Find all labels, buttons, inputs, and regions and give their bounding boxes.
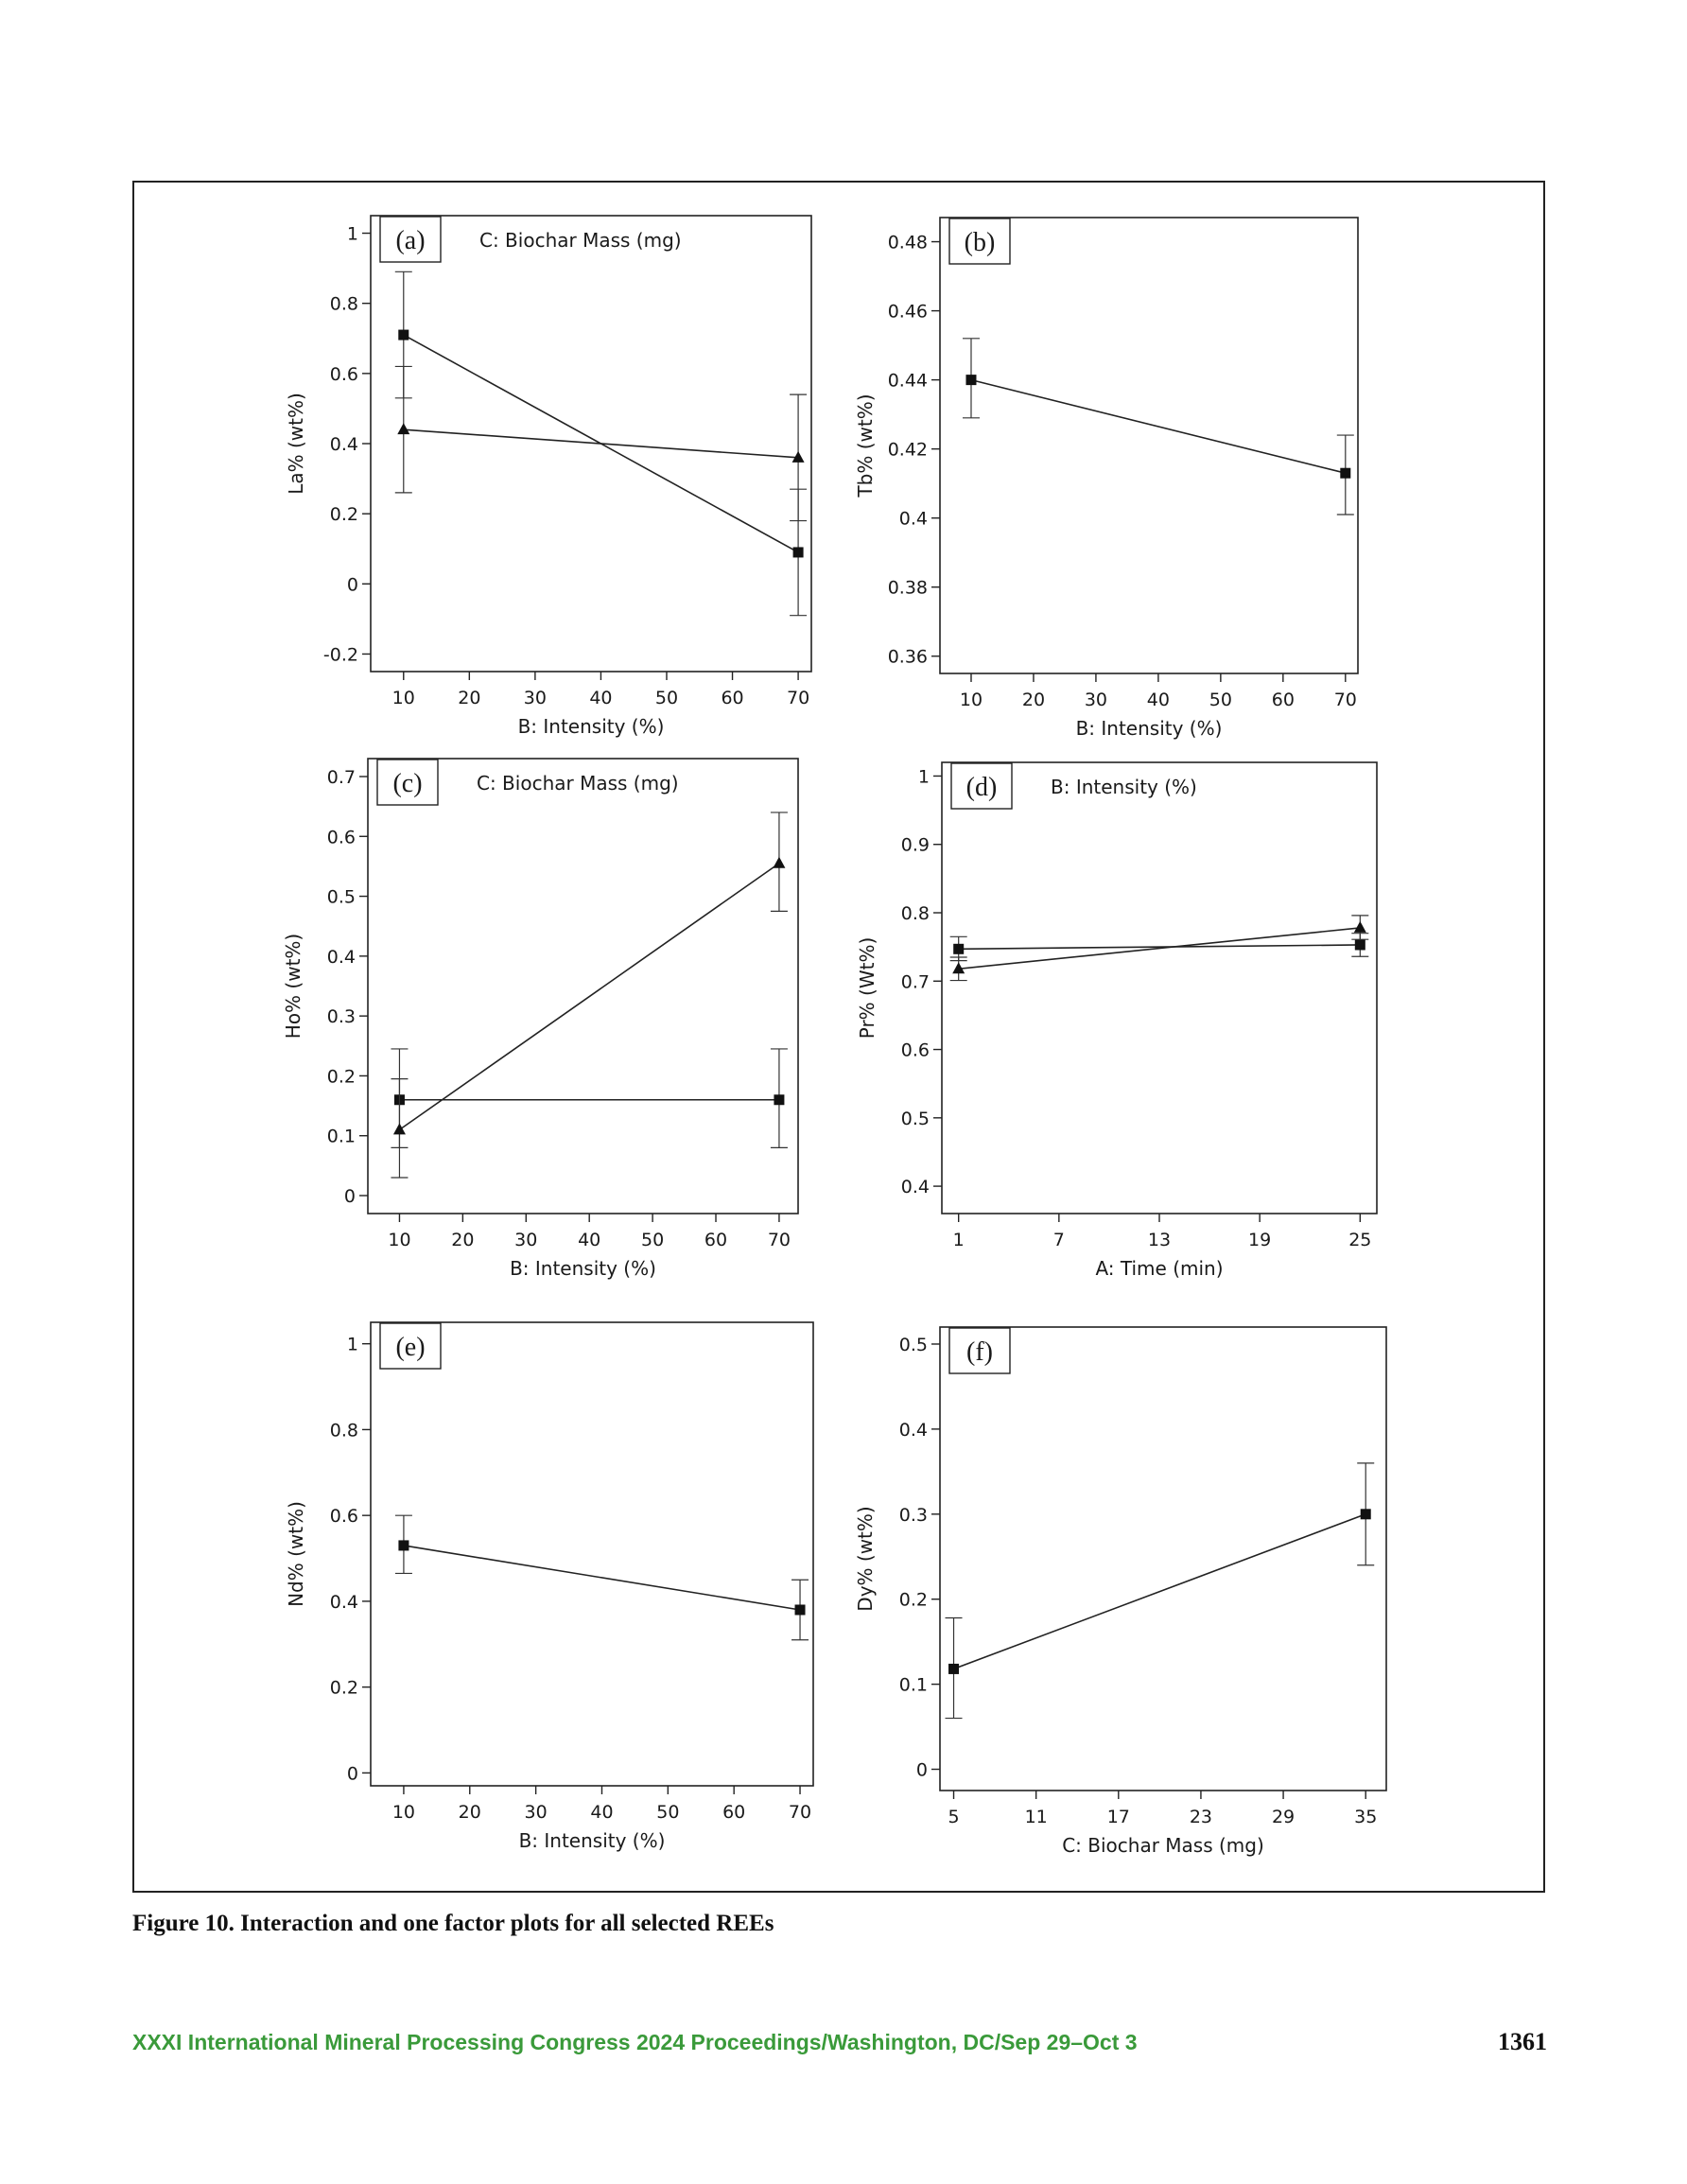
series-square: [391, 1049, 787, 1147]
legend-title: C: Biochar Mass (mg): [479, 229, 682, 252]
y-tick-label: 0.1: [898, 1674, 928, 1696]
x-tick-label: 7: [1052, 1230, 1065, 1250]
y-tick-label: 0.6: [329, 363, 358, 385]
y-tick-label: 0.4: [900, 1177, 930, 1198]
series-line: [404, 429, 798, 458]
x-tick-label: 20: [458, 688, 481, 708]
plot-area-frame: [940, 218, 1358, 673]
y-tick-label: 0.4: [898, 1419, 928, 1441]
y-tick-label: 0: [346, 574, 358, 596]
data-point-triangle: [393, 1123, 406, 1134]
y-tick-label: 0.46: [887, 301, 928, 323]
y-tick-label: 0.7: [326, 766, 356, 788]
y-tick-label: 0.5: [900, 1108, 930, 1129]
panel-label: (d): [965, 773, 998, 802]
x-tick-label: 50: [656, 1802, 680, 1823]
x-axis-label: C: Biochar Mass (mg): [1062, 1834, 1264, 1857]
y-tick-label: 1: [917, 766, 930, 788]
x-tick-label: 19: [1248, 1230, 1272, 1250]
x-tick-label: 50: [1209, 690, 1232, 710]
panel-label: (c): [392, 769, 423, 798]
series-square: [963, 339, 1354, 515]
x-axis-label: A: Time (min): [1095, 1257, 1224, 1280]
x-tick-label: 25: [1348, 1230, 1372, 1250]
x-tick-label: 70: [767, 1230, 791, 1250]
series-square: [395, 1515, 809, 1640]
series-line: [971, 380, 1346, 474]
x-tick-label: 35: [1354, 1807, 1378, 1827]
series-triangle: [391, 812, 787, 1178]
panel-label: (a): [395, 226, 426, 255]
plot-area-frame: [940, 1327, 1386, 1791]
y-tick-label: 0.8: [900, 903, 930, 924]
y-tick-label: 1: [346, 1334, 358, 1355]
y-tick-label: 0.36: [887, 646, 928, 668]
legend-title: C: Biochar Mass (mg): [477, 772, 679, 795]
figure-caption: Figure 10. Interaction and one factor plots for all selected REEs: [132, 1911, 774, 1936]
y-tick-label: 0.1: [326, 1126, 356, 1147]
chart-panel-5: [285, 1322, 813, 1852]
plot-area-frame: [368, 759, 798, 1214]
x-tick-label: 23: [1189, 1807, 1213, 1827]
chart-panel-3: [282, 759, 798, 1280]
data-point-triangle: [1354, 921, 1366, 933]
x-tick-label: 29: [1271, 1807, 1296, 1827]
x-tick-label: 20: [458, 1802, 481, 1823]
x-tick-label: 70: [786, 688, 810, 708]
page-number: 1361: [1498, 2028, 1547, 2055]
x-tick-label: 30: [524, 1802, 548, 1823]
data-point-square: [398, 330, 409, 341]
x-tick-label: 10: [388, 1230, 411, 1250]
y-tick-label: 0.8: [329, 1420, 358, 1441]
y-tick-label: -0.2: [322, 644, 358, 666]
x-tick-label: 60: [1271, 690, 1295, 710]
y-axis-label: Nd% (wt%): [285, 1501, 307, 1607]
y-axis-label: Pr% (Wt%): [856, 936, 878, 1040]
x-tick-label: 60: [704, 1230, 728, 1250]
data-point-triangle: [397, 423, 409, 434]
legend-title: B: Intensity (%): [1051, 776, 1197, 798]
y-tick-label: 0.4: [329, 1591, 358, 1613]
x-tick-label: 60: [721, 688, 744, 708]
y-tick-label: 0: [346, 1763, 358, 1785]
y-tick-label: 0: [915, 1759, 928, 1781]
data-point-square: [398, 1540, 409, 1550]
data-point-square: [1361, 1509, 1371, 1519]
y-tick-label: 0.7: [900, 971, 930, 993]
proceedings-footer: XXXI International Mineral Processing Congress 2024 Proceedings/Washington, DC/Sep 29–Oct 3: [132, 2030, 1138, 2054]
y-axis-label: Tb% (wt%): [854, 393, 877, 498]
series-triangle: [395, 366, 807, 520]
data-point-square: [774, 1094, 784, 1105]
y-tick-label: 1: [346, 223, 358, 245]
x-tick-label: 10: [391, 1802, 416, 1823]
x-tick-label: 20: [451, 1230, 475, 1250]
chart-panel-2: [854, 218, 1358, 740]
series-line: [399, 864, 778, 1130]
data-point-square: [965, 375, 976, 385]
data-point-square: [1355, 939, 1365, 950]
x-tick-label: 60: [722, 1802, 746, 1823]
y-tick-label: 0.4: [329, 434, 358, 455]
x-tick-label: 50: [654, 688, 679, 708]
x-tick-label: 10: [959, 690, 983, 710]
x-tick-label: 30: [1084, 690, 1108, 710]
y-tick-label: 0.3: [326, 1006, 356, 1028]
x-axis-label: B: Intensity (%): [517, 715, 665, 738]
y-tick-label: 0.3: [898, 1504, 928, 1526]
x-tick-label: 50: [641, 1230, 665, 1250]
x-tick-label: 30: [514, 1230, 538, 1250]
series-square: [950, 934, 1369, 961]
x-tick-label: 17: [1106, 1807, 1130, 1827]
y-axis-label: Dy% (wt%): [854, 1506, 877, 1612]
panel-label: (f): [966, 1337, 993, 1367]
y-tick-label: 0.4: [898, 508, 928, 530]
data-point-square: [953, 944, 964, 954]
y-tick-label: 0.6: [329, 1506, 358, 1528]
y-tick-label: 0.2: [326, 1066, 356, 1088]
x-axis-label: B: Intensity (%): [510, 1257, 656, 1280]
x-tick-label: 11: [1024, 1807, 1048, 1827]
data-point-square: [948, 1664, 959, 1674]
y-tick-label: 0.44: [887, 370, 928, 392]
y-tick-label: 0.38: [887, 577, 928, 599]
plot-area-frame: [942, 762, 1377, 1214]
y-tick-label: 0.6: [326, 827, 356, 848]
y-tick-label: 0.6: [900, 1040, 930, 1061]
y-tick-label: 0.4: [326, 946, 356, 968]
x-tick-label: 30: [523, 688, 547, 708]
y-tick-label: 0.48: [887, 232, 928, 253]
series-line: [404, 1546, 800, 1610]
x-tick-label: 70: [1333, 690, 1357, 710]
x-tick-label: 40: [589, 688, 613, 708]
y-axis-label: La% (wt%): [285, 393, 307, 495]
x-tick-label: 40: [1146, 690, 1170, 710]
x-tick-label: 70: [788, 1802, 812, 1823]
y-tick-label: 0.2: [898, 1589, 928, 1611]
data-point-square: [1340, 468, 1350, 479]
y-axis-label: Ho% (wt%): [282, 933, 304, 1040]
x-tick-label: 5: [948, 1807, 960, 1827]
y-tick-label: 0.42: [887, 439, 928, 461]
x-axis-label: B: Intensity (%): [518, 1829, 666, 1852]
y-tick-label: 0.2: [329, 1677, 358, 1699]
data-point-triangle: [773, 857, 785, 868]
chart-panel-6: [854, 1327, 1386, 1857]
x-tick-label: 13: [1147, 1230, 1172, 1250]
plot-area-frame: [371, 1322, 813, 1786]
x-tick-label: 1: [952, 1230, 965, 1250]
panel-label: (e): [395, 1333, 426, 1362]
y-tick-label: 0.5: [898, 1334, 928, 1355]
panel-label: (b): [964, 228, 996, 257]
x-tick-label: 40: [578, 1230, 601, 1250]
y-tick-label: 0.8: [329, 293, 358, 315]
series-line: [954, 1514, 1366, 1669]
series-square: [946, 1463, 1375, 1719]
y-tick-label: 0: [343, 1186, 356, 1208]
x-tick-label: 10: [391, 688, 415, 708]
chart-panel-4: [856, 762, 1377, 1280]
y-tick-label: 0.9: [900, 834, 930, 856]
x-tick-label: 20: [1021, 690, 1046, 710]
x-axis-label: B: Intensity (%): [1075, 717, 1223, 740]
chart-panel-1: [285, 216, 811, 738]
x-tick-label: 40: [590, 1802, 614, 1823]
data-point-square: [793, 547, 804, 557]
data-point-square: [795, 1604, 806, 1615]
y-tick-label: 0.5: [326, 886, 356, 908]
y-tick-label: 0.2: [329, 504, 358, 526]
